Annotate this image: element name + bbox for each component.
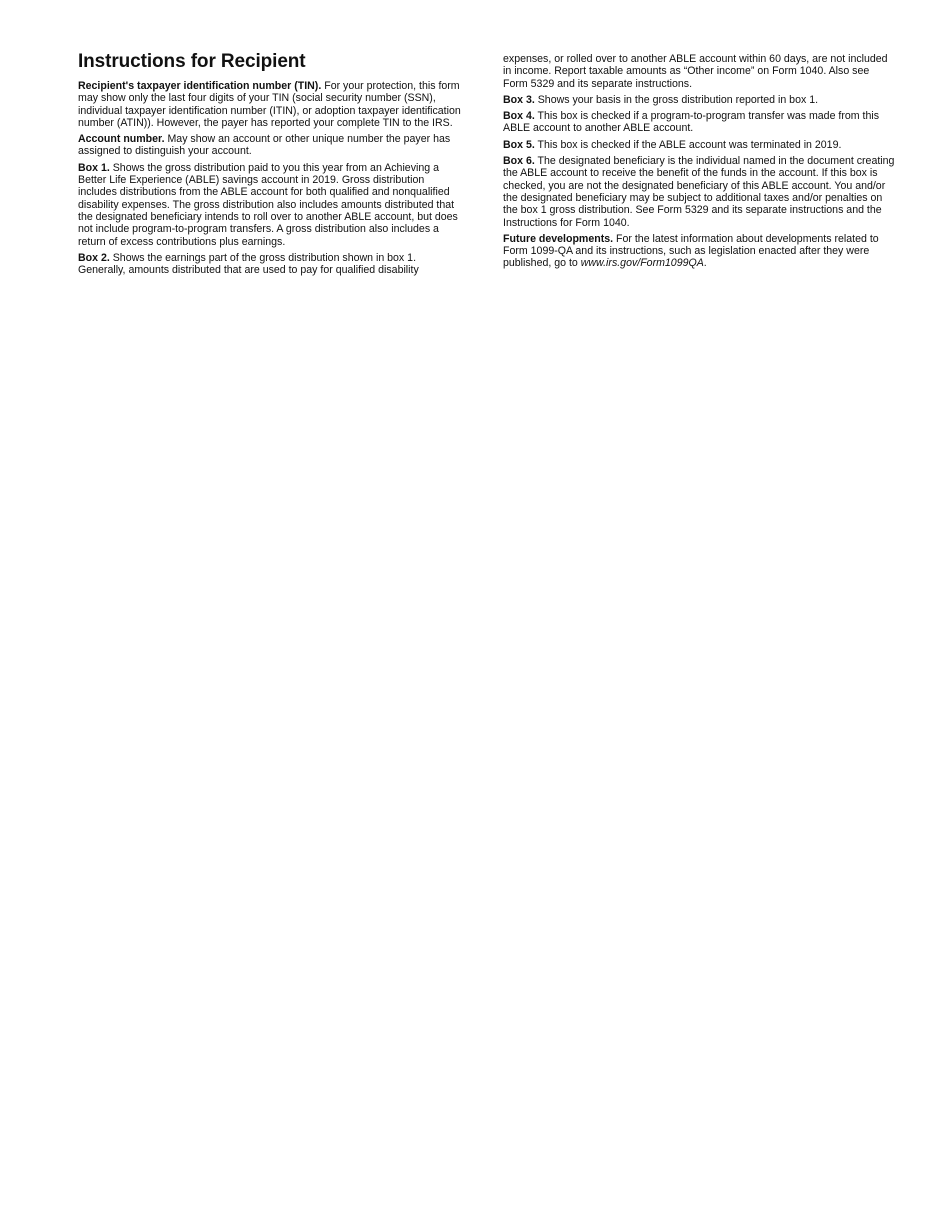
box-5-text: This box is checked if the ABLE account was terminated in 2019. — [534, 138, 842, 151]
page-title: Instructions for Recipient — [78, 51, 306, 72]
box-1-text: Shows the gross distribution paid to you this year from an Achieving a Better Life Experience (ABLE) savings account in 2019. Gross distribution includes distributions from the ABLE account for both qualified and nonqualified disability expenses. The gross distribution also includes amounts distributed that the designated beneficiary intends to roll over to another ABLE account, but does not include program-to-program transfers. A gross distribution also includes a return of excess contributions plus earnings. — [78, 161, 458, 248]
box-4-text: This box is checked if a program-to-program transfer was made from this ABLE account to another ABLE account. — [503, 110, 880, 135]
box-3-paragraph — [503, 94, 895, 106]
box-2-continuation: expenses, or rolled over to another ABLE account within 60 days, are not included in income. Report taxable amounts as “Other income” on Form 1040. Also see Form 5329 and its separate instructions. — [503, 53, 888, 90]
box-4-paragraph — [503, 110, 895, 135]
box-2-paragraph — [78, 252, 466, 277]
tin-text: For your protection, this form may show only the last four digits of your TIN (social security number (SSN), individual taxpayer identification number (ITIN), or adoption taxpayer identification number (ATIN)). However, the payer has reported your complete TIN to the IRS. — [78, 80, 461, 129]
box-4-heading: Box 4. — [503, 110, 535, 123]
box-5-paragraph — [503, 139, 895, 151]
box-6-text: The designated beneficiary is the individual named in the document creating the ABLE account to receive the benefit of the funds in the account. If this box is checked, you are not the designated beneficiary of this ABLE account. You and/or the designated beneficiary may be subject to additional taxes and/or penalties on the box 1 gross distribution. See Form 5329 and its separate instructions and the Instructions for Form 1040. — [503, 155, 895, 229]
box-6-heading: Box 6. — [503, 155, 535, 168]
box-6-paragraph — [503, 155, 895, 229]
future-developments-heading: Future developments. — [503, 232, 614, 245]
box-2-text: Shows the earnings part of the gross distribution shown in box 1. Generally, amounts distributed that are used to pay for qualified disability — [78, 251, 419, 277]
box-5-heading: Box 5. — [503, 138, 535, 151]
irs-form-link[interactable]: www.irs.gov/Form1099QA — [580, 257, 704, 270]
tin-heading: Recipient's taxpayer identification number (TIN). — [78, 80, 322, 92]
future-developments-end: . — [703, 257, 707, 270]
account-number-paragraph — [78, 133, 466, 158]
box-2-heading: Box 2. — [78, 251, 110, 264]
box-1-heading: Box 1. — [78, 161, 110, 174]
future-developments-text: For the latest information about developments related to Form 1099-QA and its instructions, such as legislation enacted after they were published, go to — [503, 232, 879, 270]
account-number-text: May show an account or other unique number the payer has assigned to distinguish your account. — [78, 133, 451, 158]
account-number-heading: Account number. — [78, 133, 165, 146]
box-3-heading: Box 3. — [503, 93, 535, 106]
box-3-text: Shows your basis in the gross distribution reported in box 1. — [534, 93, 819, 106]
right-column — [503, 53, 895, 274]
box-1-paragraph — [78, 162, 466, 248]
left-column — [78, 50, 466, 280]
future-developments-paragraph — [503, 233, 895, 270]
tin-paragraph — [78, 80, 466, 129]
